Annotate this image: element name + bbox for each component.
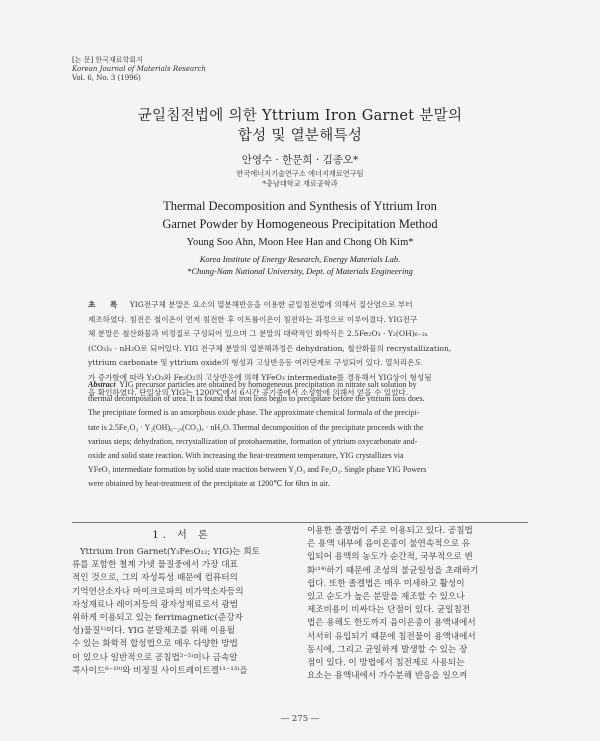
english-abstract-line: Abstract YIG precursor particles are obtained by homogeneous precipitation in nitrate salt solution by: [88, 380, 417, 389]
body-line: 화⁽¹⁴⁾하기 때문에 조성의 불균일성을 초래하기: [307, 565, 479, 576]
english-abstract-line: were obtained by heat-treatment of the precipitate at 1200℃ for 6hrs in air.: [88, 479, 330, 489]
korean-abstract-line: 초 록 YIG전구체 분말은 요소의 열분해반응을 이용한 균일침전법에 의해서 질산염으로 부터: [88, 300, 413, 309]
body-line: 점이 있다. 이 방법에서 침전제로 사용되는: [307, 658, 465, 669]
journal-header: [72, 56, 206, 83]
korean-affiliation-2: *충남대학교 재료공학과: [262, 179, 338, 188]
korean-abstract-line: 체 분말은 철산화물과 비정질로 구성되어 있으며 그 분말의 대략적인 화학식은 2.5Fe₂O₃ · Y₂(OH)₆₋₂ₓ: [88, 329, 428, 339]
body-line: 제조비용이 비싸다는 단점이 있다. 균일침전: [307, 605, 471, 616]
body-line: 기억연산소자나 마이크로파의 비가역소자등의: [72, 586, 244, 597]
body-line: Yttrium Iron Garnet(Y₃Fe₅O₁₂; YIG)는 희토: [80, 547, 260, 557]
body-line: 적인 것으로, 그의 자성특성 때문에 컴퓨터의: [72, 573, 238, 584]
body-line: 수 있는 화학적 합성법으로 매우 다양한 방법: [72, 639, 238, 650]
body-column-right: [307, 525, 532, 683]
body-line: 성)물질¹⁾이다. YIG 분말제조를 위해 이용될: [72, 626, 236, 637]
english-authors: Young Soo Ahn, Moon Hee Han and Chong Oh Kim*: [186, 237, 414, 248]
english-title: [0, 197, 600, 233]
korean-abstract-line: 을 확인하였다. 단일상의 YIG는 1200℃에서 6시간 공기중에서 소성함에 의해서 얻을 수 있었다.: [88, 387, 409, 397]
body-column-left: [72, 546, 297, 678]
body-line: 류를 포함한 철계 가넷 물질중에서 가장 대표: [72, 560, 238, 571]
body-line: 은 용액 내부에 음이온종이 불연속적으로 유: [307, 539, 471, 550]
english-abstract-line: various steps; dehydration, recrystallization of protohaematite, formation of yttrium oxycarbonate and-: [88, 436, 418, 446]
body-line: 있고 순도가 높은 분말을 제조할 수 있으나: [307, 592, 465, 603]
body-line: 요소는 용액내에서 가수분해 반응을 일으켜: [307, 671, 468, 682]
body-line: 콕사이드⁶⁻¹⁰⁾와 비정질 사이트레이트겔¹¹⁻¹³⁾을: [72, 665, 248, 676]
section-divider: [72, 522, 528, 523]
korean-title-line-2: 합성 및 열분해특성: [237, 128, 363, 144]
english-affiliations: [0, 253, 600, 277]
body-line: 위하게 이용되고 있는 ferrimagnetic(준강자: [72, 613, 243, 624]
english-abstract: [88, 378, 513, 492]
journal-header-line-3: Vol. 6, No. 3 (1996): [72, 74, 141, 82]
korean-abstract-line: yttrium carbonate 및 yttrium oxide의 형성과 고상반응등 여러단계로 구성되어 있다. 열처리온도: [88, 358, 422, 368]
korean-abstract-line: 가 증가함에 따라 Y₂O₃와 Fe₂O₃의 고상반응에 의해 YFeO₃ intermediate를 경유해서 YIG상이 형성됨: [88, 372, 432, 382]
korean-authors: 안영수 · 한문희 · 김종오*: [241, 154, 359, 166]
korean-abstract-line: (CO₃)ₓ · nH₂O로 되어있다. YIG 전구체 분말의 열분해과정은 dehydration, 철산화물의 recrystallization,: [88, 343, 452, 353]
english-title-line-2: Garnet Powder by Homogeneous Precipitation Method: [162, 217, 438, 231]
body-line: 이 있으나 일반적으로 공침법²⁻⁵⁾이나 금속알: [72, 652, 238, 663]
body-line: 자성재료나 레이저등의 광자성재료로서 광범: [72, 599, 238, 610]
english-affiliation-2: *Chung-Nam National University, Dept. of Materials Engineering: [187, 266, 413, 276]
english-title-line-1: Thermal Decomposition and Synthesis of Yttrium Iron: [163, 199, 437, 213]
body-line: 이용한 졸겔법이 주로 이용되고 있다. 공침법: [307, 526, 473, 536]
section-title-introduction: 1. 서 론: [152, 530, 212, 541]
journal-header-line-1: [논 문] 한국재료학회지: [72, 56, 143, 64]
english-abstract-label: Abstract: [88, 380, 116, 389]
korean-title-line-1: 균일침전법에 의한 Yttrium Iron Garnet 분말의: [137, 108, 463, 124]
korean-affiliations: [0, 169, 600, 189]
korean-abstract-label: 초 록: [88, 300, 124, 309]
english-abstract-line: thermal decomposition of urea. It is found that iron ions begin to precipitate before the yttrium ions does.: [88, 394, 425, 404]
body-line: 법은 용해도 한도까지 음이온종이 용액내에서: [307, 618, 476, 629]
english-abstract-line: YFeO₃ intermediate formation by solid state reaction between Y₂O₃ and Fe₂O₃. Single phase YIG Powers: [88, 465, 427, 475]
english-abstract-line: The precipitate formed is an amorphous oxide phase. The approximate chemical formula of the precipi-: [88, 408, 420, 418]
body-line: 동시에, 그리고 균일하게 발생할 수 있는 장: [307, 644, 468, 655]
english-abstract-line: oxide and solid state reaction. With increasing the heat-treatment temperature, YIG crystallizes via: [88, 451, 404, 461]
body-line: 쉽다. 또한 졸겔법은 매우 미세하고 활성이: [307, 578, 465, 589]
page-number: ― 275 ―: [280, 714, 320, 724]
korean-abstract-line: 제조하였다. 침전은 철이온이 먼저 침전한 후 이트륨이온이 침전하는 과정으로 이루어졌다. YIG전구: [88, 314, 418, 324]
journal-header-line-2: Korean Journal of Materials Research: [72, 65, 206, 73]
body-line: 서서히 유입되기 때문에 침전물이 용액내에서: [307, 631, 476, 642]
body-line: 입되어 용액의 농도가 순간적, 국부적으로 변: [307, 552, 473, 563]
korean-affiliation-1: 한국에너지기술연구소 에너지재료연구팀: [236, 169, 364, 178]
english-affiliation-1: Korea Institute of Energy Research, Energy Materials Lab.: [199, 254, 401, 264]
english-abstract-line: tate is 2.5Fe₂O₃ · Y₂(OH)₆₋₂ₓ(CO₃)ₓ · nH₂O. Thermal decomposition of the precipitate proceeds with the: [88, 422, 424, 432]
